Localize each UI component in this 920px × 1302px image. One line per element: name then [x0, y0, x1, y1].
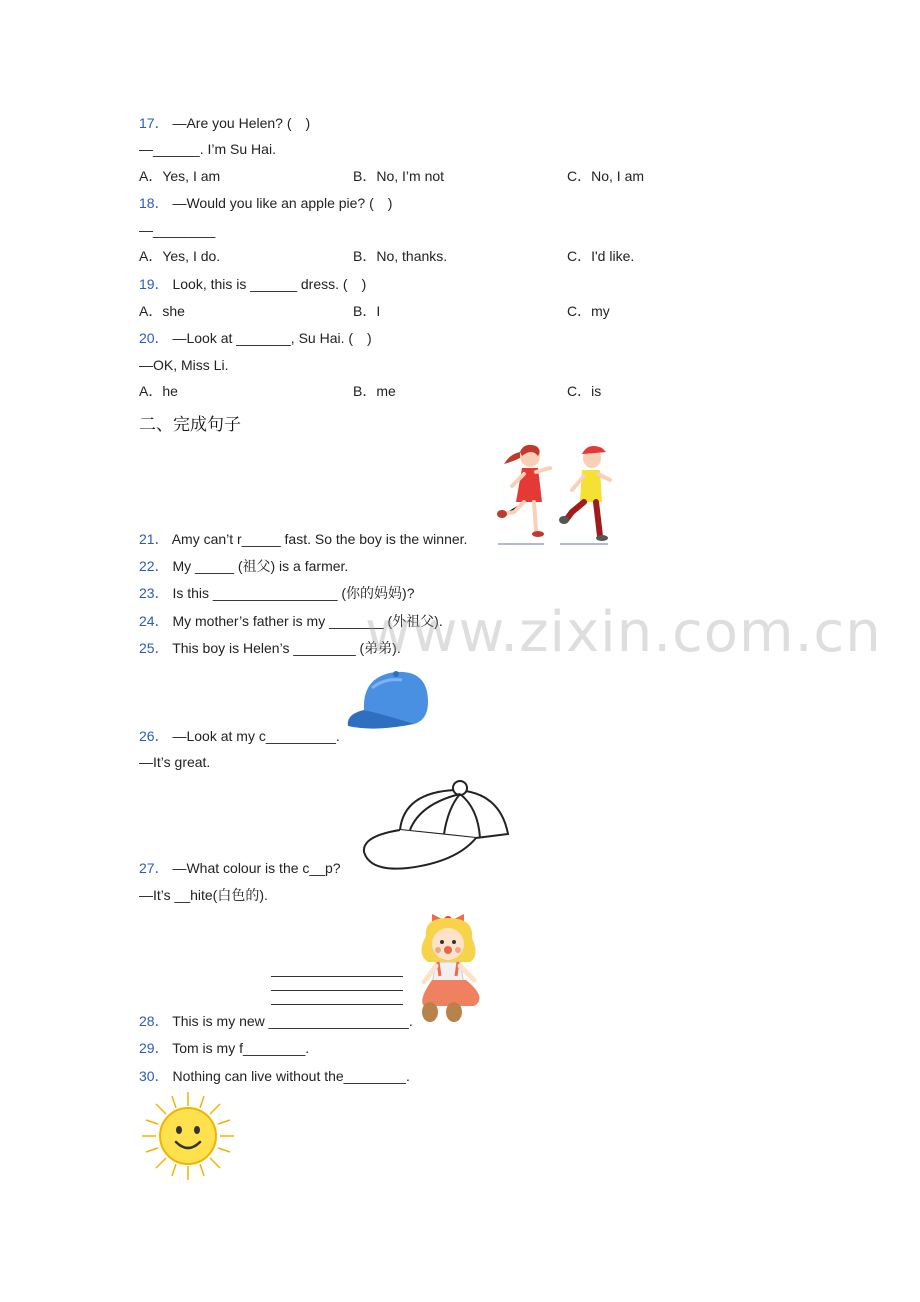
question-20-sub: —OK, Miss Li. [139, 357, 229, 373]
question-stem: —Would you like an apple pie? ( ) [172, 195, 393, 211]
question-number: 29． [139, 1040, 169, 1056]
question-number: 21． [139, 531, 169, 547]
question-20 [139, 329, 372, 347]
question-25 [139, 639, 401, 657]
question-29 [139, 1039, 309, 1057]
option-c: C．is [567, 383, 602, 399]
question-stem: Look, this is ______ dress. ( ) [172, 276, 367, 292]
question-28 [139, 1012, 413, 1030]
question-19 [139, 275, 366, 293]
question-number: 17． [139, 115, 169, 131]
question-stem: —Are you Helen? ( ) [172, 115, 311, 131]
question-number: 28． [139, 1013, 169, 1029]
question-27-sub: —It’s __hite(白色的). [139, 887, 268, 903]
option-b: B．I [353, 303, 381, 319]
option-a: A．he [139, 383, 178, 399]
question-stem: —Look at _______, Su Hai. ( ) [172, 330, 372, 346]
option-c: C．I'd like. [567, 248, 635, 264]
option-b: B．No, thanks. [353, 248, 448, 264]
question-number: 27． [139, 860, 169, 876]
blue-cap-illustration [344, 668, 434, 740]
question-22 [139, 557, 348, 575]
question-21 [139, 530, 467, 548]
question-26 [139, 727, 340, 745]
question-number: 24． [139, 613, 169, 629]
question-number: 19． [139, 276, 169, 292]
option-b: B．No, I’m not [353, 168, 445, 184]
option-c: C．my [567, 303, 610, 319]
question-text: My _____ (祖父) is a farmer. [172, 558, 349, 574]
question-26-sub: —It’s great. [139, 754, 211, 770]
question-17-sub: —______. I’m Su Hai. [139, 141, 276, 157]
blank-line [271, 1004, 403, 1005]
section-heading: 二、完成句子 [139, 415, 241, 435]
blank-line [271, 990, 403, 991]
blank-line [271, 976, 403, 977]
question-text: —Look at my c_________. [172, 728, 340, 744]
question-30 [139, 1067, 410, 1085]
question-number: 18． [139, 195, 169, 211]
question-text: My mother’s father is my _______ (外祖父). [172, 613, 443, 629]
running-kids-illustration [492, 440, 614, 548]
question-number: 30． [139, 1068, 169, 1084]
question-text: Is this ________________ (你的妈妈)? [172, 585, 415, 601]
question-text: —What colour is the c__p? [172, 860, 341, 876]
question-18 [139, 194, 392, 212]
question-number: 26． [139, 728, 169, 744]
option-a: A．Yes, I am [139, 168, 221, 184]
watermark: www.zixin.com.cn [365, 600, 882, 665]
question-text: This boy is Helen’s ________ (弟弟). [172, 640, 401, 656]
question-number: 22． [139, 558, 169, 574]
option-b: B．me [353, 383, 396, 399]
question-18-sub: —________ [139, 222, 216, 238]
question-27 [139, 859, 341, 877]
question-text: Nothing can live without the________. [172, 1068, 410, 1084]
question-text: This is my new __________________. [172, 1013, 413, 1029]
question-number: 23． [139, 585, 169, 601]
option-c: C．No, I am [567, 168, 645, 184]
sun-illustration [140, 1090, 236, 1182]
option-a: A．she [139, 303, 185, 319]
question-text: Amy can’t r_____ fast. So the boy is the winner. [171, 531, 468, 547]
question-number: 25． [139, 640, 169, 656]
question-17 [139, 114, 310, 132]
question-number: 20． [139, 330, 169, 346]
doll-illustration [410, 906, 494, 1026]
white-cap-outline [360, 778, 512, 874]
question-text: Tom is my f________. [172, 1040, 310, 1056]
option-a: A．Yes, I do. [139, 248, 221, 264]
